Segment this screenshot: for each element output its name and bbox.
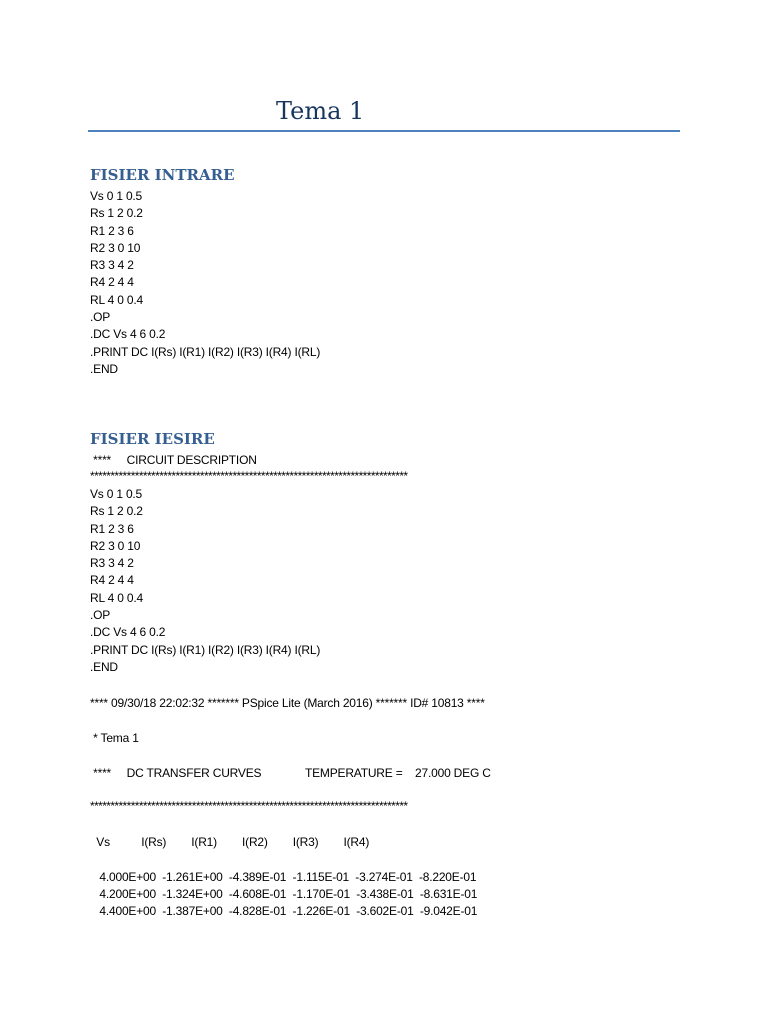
input-file-heading: FISIER INTRARE — [90, 166, 235, 184]
input-line: RL 4 0 0.4 — [90, 292, 143, 307]
output-line: Vs 0 1 0.5 — [90, 487, 143, 501]
run-subtitle-line: * Tema 1 — [90, 731, 139, 745]
table-header: Vs I(Rs) I(R1) I(R2) I(R3) I(R4) — [90, 835, 370, 849]
input-file-listing — [90, 188, 320, 378]
analysis-line: **** DC TRANSFER CURVES TEMPERATURE = 27.000 DEG C — [90, 766, 491, 780]
input-line: .PRINT DC I(Rs) I(R1) I(R2) I(R3) I(R4) I(RL) — [90, 344, 321, 359]
input-line: R3 3 4 2 — [90, 258, 134, 273]
input-line: .END — [90, 361, 118, 376]
output-file-heading: FISIER IESIRE — [90, 430, 215, 448]
output-line: R1 2 3 6 — [90, 521, 134, 536]
output-line: .PRINT DC I(Rs) I(R1) I(R2) I(R3) I(R4) I(RL) — [90, 642, 321, 657]
input-line: Vs 0 1 0.5 — [90, 189, 143, 203]
output-line: R3 3 4 2 — [90, 556, 134, 571]
output-line: .OP — [90, 608, 111, 623]
output-file-listing — [90, 486, 320, 676]
input-line: R4 2 4 4 — [90, 275, 134, 290]
table-row: 4.400E+00 -1.387E+00 -4.828E-01 -1.226E-01 -3.602E-01 -9.042E-01 — [90, 904, 478, 918]
table-row: 4.000E+00 -1.261E+00 -4.389E-01 -1.115E-01 -3.274E-01 -8.220E-01 — [90, 870, 477, 884]
table-row: 4.200E+00 -1.324E+00 -4.608E-01 -1.170E-01 -3.438E-01 -8.631E-01 — [90, 887, 478, 901]
separator-line: ****************************************************************************** — [90, 799, 408, 813]
input-line: .DC Vs 4 6 0.2 — [90, 327, 166, 342]
output-line: R4 2 4 4 — [90, 573, 134, 588]
input-line: R1 2 3 6 — [90, 223, 134, 238]
output-line: RL 4 0 0.4 — [90, 590, 143, 605]
input-line: .OP — [90, 310, 111, 325]
run-header-line: **** 09/30/18 22:02:32 ******* PSpice Lite (March 2016) ******* ID# 10813 **** — [90, 696, 485, 710]
input-line: Rs 1 2 0.2 — [90, 206, 143, 221]
output-line: .DC Vs 4 6 0.2 — [90, 625, 166, 640]
output-line: .END — [90, 659, 118, 674]
output-line: R2 3 0 10 — [90, 538, 141, 553]
circuit-description-line: **** CIRCUIT DESCRIPTION — [90, 453, 257, 467]
separator-line: ****************************************************************************** — [90, 469, 408, 483]
input-line: R2 3 0 10 — [90, 240, 141, 255]
page-title: Tema 1 — [276, 97, 365, 125]
output-line: Rs 1 2 0.2 — [90, 504, 143, 519]
title-underline — [88, 130, 680, 132]
